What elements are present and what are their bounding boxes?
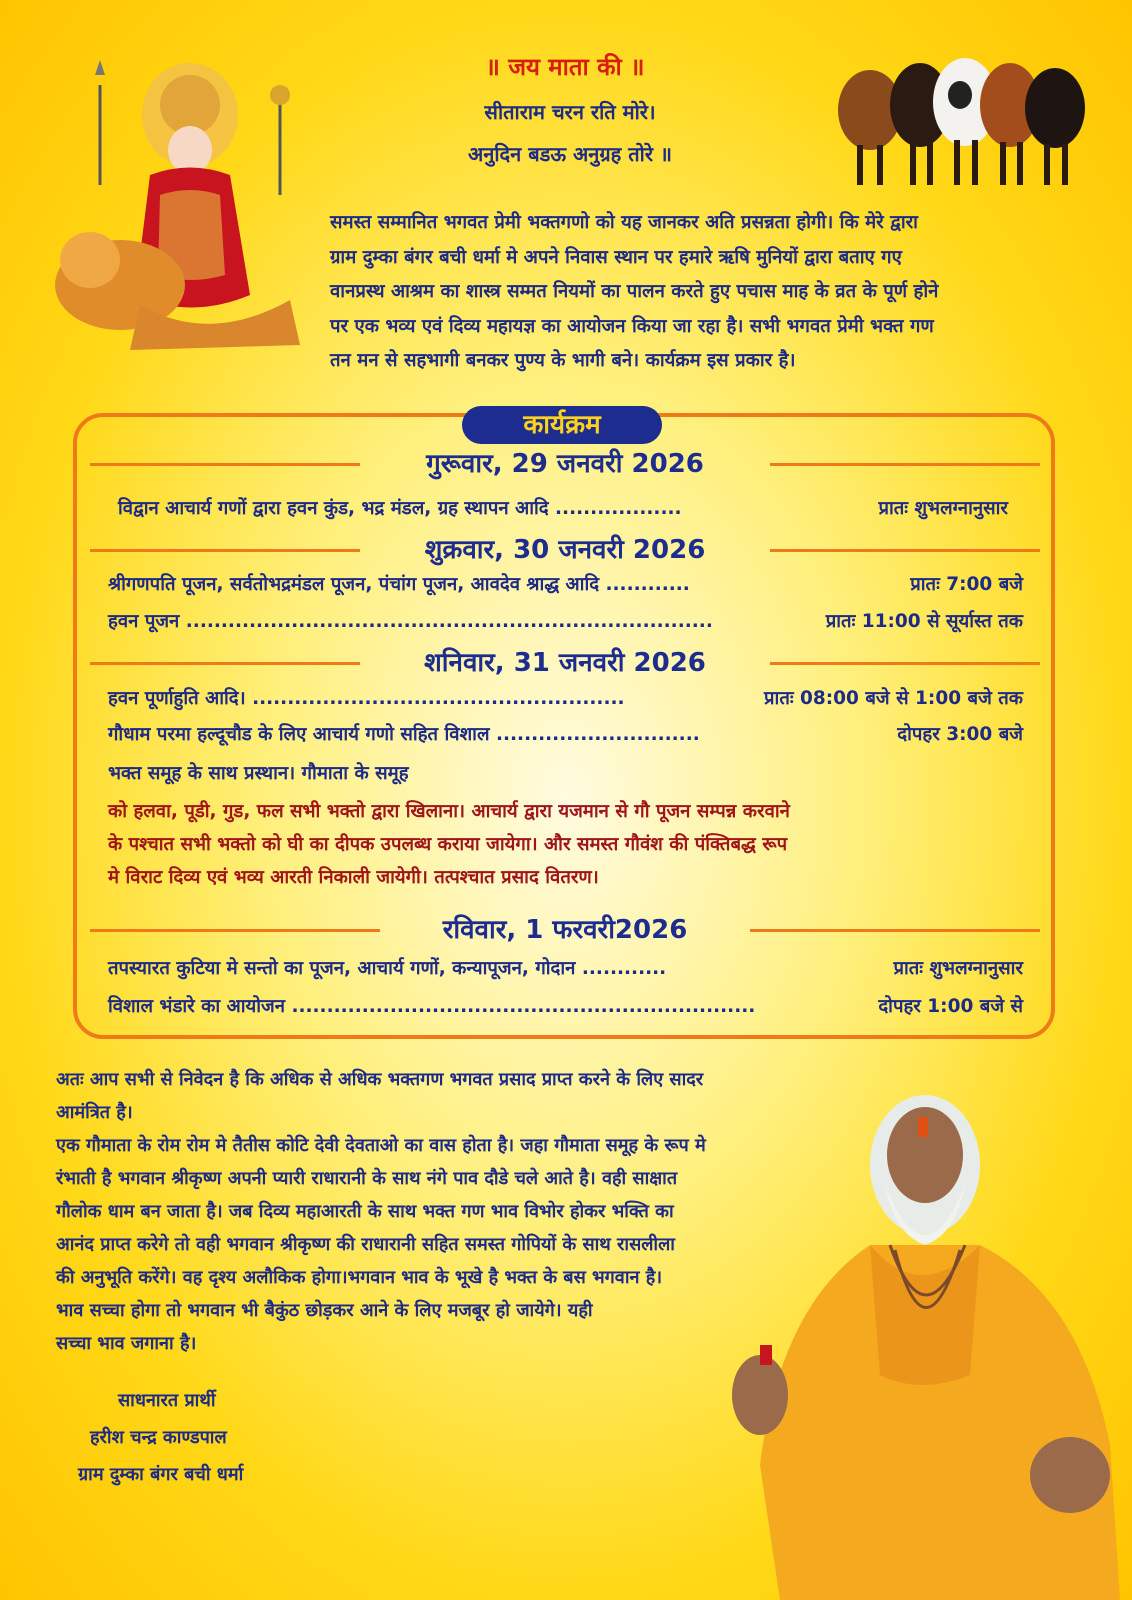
item-description: गौधाम परमा हल्दूचौड के लिए आचार्य गणो सहित विशाल .............................	[108, 724, 700, 745]
item-time: प्रातः 7:00 बजे	[910, 574, 1023, 595]
item-description: तपस्यारत कुटिया मे सन्तो का पूजन, आचार्य गणों, कन्यापूजन, गोदान ............	[108, 958, 667, 979]
signature-title: साधनारत प्रार्थी	[118, 1390, 216, 1411]
appeal-line: गौलोक धाम बन जाता है। जब दिव्य महाआरती के साथ भक्त गण भाव विभोर होकर भक्ति का	[56, 1201, 674, 1222]
jay-mata-heading: ॥ जय माता की ॥	[485, 53, 645, 81]
verse-line-1: सीताराम चरन रति मोरे।	[484, 100, 656, 124]
program-item	[108, 992, 1023, 1022]
program-item	[108, 607, 1023, 637]
item-description: भक्त समूह के साथ प्रस्थान। गौमाता के समूह	[108, 763, 409, 784]
program-title: कार्यक्रम	[462, 406, 662, 444]
appeal-line: आनंद प्राप्त करेगे तो वही भगवान श्रीकृष्ण की राधारानी सहित समस्त गोपियों के साथ रासलीला	[56, 1234, 675, 1255]
intro-line: समस्त सम्मानित भगवत प्रेमी भक्तगणो को यह जानकर अति प्रसन्नता होगी। कि मेरे द्वारा	[330, 212, 918, 233]
appeal-line: अतः आप सभी से निवेदन है कि अधिक से अधिक भक्तगण भगवत प्रसाद प्राप्त करने के लिए सादर	[56, 1069, 704, 1090]
item-time: प्रातः शुभलग्नानुसार	[878, 498, 1008, 519]
signature-address: ग्राम दुम्का बंगर बची धर्मा	[78, 1464, 244, 1485]
day-header	[90, 912, 1040, 948]
day-heading-text: गुरूवार, 29 जनवरी 2026	[426, 449, 704, 479]
day-header	[90, 532, 1040, 568]
program-item	[108, 954, 1023, 984]
program-item	[108, 720, 1023, 750]
appeal-line: रंभाती है भगवान श्रीकृष्ण अपनी प्यारी राधारानी के साथ नंगे पाव दौडे चले आते है। वही साक्षात	[56, 1168, 678, 1189]
item-time: दोपहर 3:00 बजे	[897, 724, 1023, 745]
program-item	[118, 494, 1008, 524]
item-description: विद्वान आचार्य गणों द्वारा हवन कुंड, भद्र मंडल, ग्रह स्थापन आदि ..................	[118, 498, 682, 519]
day-heading-text: शुक्रवार, 30 जनवरी 2026	[424, 535, 706, 565]
program-item	[108, 684, 1023, 714]
item-time: प्रातः शुभलग्नानुसार	[893, 958, 1023, 979]
appeal-line: आमंत्रित है।	[56, 1102, 133, 1123]
item-time: दोपहर 1:00 बजे से	[878, 996, 1023, 1017]
item-description: हवन पूजन ...........................................................................	[108, 611, 713, 632]
program-item	[108, 570, 1023, 600]
day-heading-text: रविवार, 1 फरवरी2026	[442, 915, 688, 945]
intro-line: ग्राम दुम्का बंगर बची धर्मा मे अपने निवास स्थान पर हमारे ऋषि मुनियों द्वारा बताए गए	[330, 246, 902, 268]
day-heading-text: शनिवार, 31 जनवरी 2026	[424, 648, 706, 678]
item-time: प्रातः 11:00 से सूर्यास्त तक	[825, 611, 1023, 632]
intro-line: पर एक भव्य एवं दिव्य महायज्ञ का आयोजन किया जा रहा है। सभी भगवत प्रेमी भक्त गण	[330, 315, 934, 337]
day-header	[90, 446, 1040, 482]
intro-line: तन मन से सहभागी बनकर पुण्य के भागी बने। कार्यक्रम इस प्रकार है।	[330, 350, 796, 371]
item-description: विशाल भंडारे का आयोजन ..................................................................	[108, 996, 756, 1017]
paragraph-line: को हलवा, पूडी, गुड, फल सभी भक्तो द्वारा खिलाना। आचार्य द्वारा यजमान से गौ पूजन सम्पन्न करवाने	[108, 801, 790, 822]
item-time: प्रातः 08:00 बजे से 1:00 बजे तक	[764, 688, 1023, 709]
day-header	[90, 645, 1040, 681]
cows-image	[825, 40, 1095, 190]
appeal-line: सच्चा भाव जगाना है।	[56, 1333, 197, 1354]
intro-paragraph	[330, 206, 1090, 379]
paragraph-line: के पश्चात सभी भक्तो को घी का दीपक उपलब्ध कराया जायेगा। और समस्त गौवंश की पंक्तिबद्ध रूप	[108, 834, 788, 855]
intro-line: वानप्रस्थ आश्रम का शास्त्र सम्मत नियमों का पालन करते हुए पचास माह के व्रत के पूर्ण होने	[330, 281, 939, 302]
gau-puja-paragraph	[108, 795, 1028, 894]
appeal-text	[56, 1063, 896, 1360]
program-item	[108, 759, 1023, 789]
appeal-line: भाव सच्चा होगा तो भगवान भी बैकुंठ छोड़कर आने के लिए मजबूर हो जायेगे। यही	[56, 1300, 593, 1321]
item-description: श्रीगणपति पूजन, सर्वतोभद्रमंडल पूजन, पंचांग पूजन, आवदेव श्राद्ध आदि ............	[108, 574, 690, 595]
item-description: हवन पूर्णाहुति आदि। .....................................................	[108, 688, 625, 709]
paragraph-line: मे विराट दिव्य एवं भव्य आरती निकाली जायेगी। तत्पश्चात प्रसाद वितरण।	[108, 867, 599, 888]
goddess-durga-image	[40, 45, 330, 365]
signature-name: हरीश चन्द्र काण्डपाल	[90, 1427, 227, 1448]
verse-line-2: अनुदिन बडऊ अनुग्रह तोरे ॥	[468, 142, 672, 166]
appeal-line: की अनुभूति करेंगे। वह दृश्य अलौकिक होगा।भगवान भाव के भूखे है भक्त के बस भगवान है।	[56, 1267, 663, 1288]
appeal-line: एक गौमाता के रोम रोम मे तैतीस कोटि देवी देवताओ का वास होता है। जहा गौमाता समूह के रूप मे	[56, 1135, 706, 1156]
